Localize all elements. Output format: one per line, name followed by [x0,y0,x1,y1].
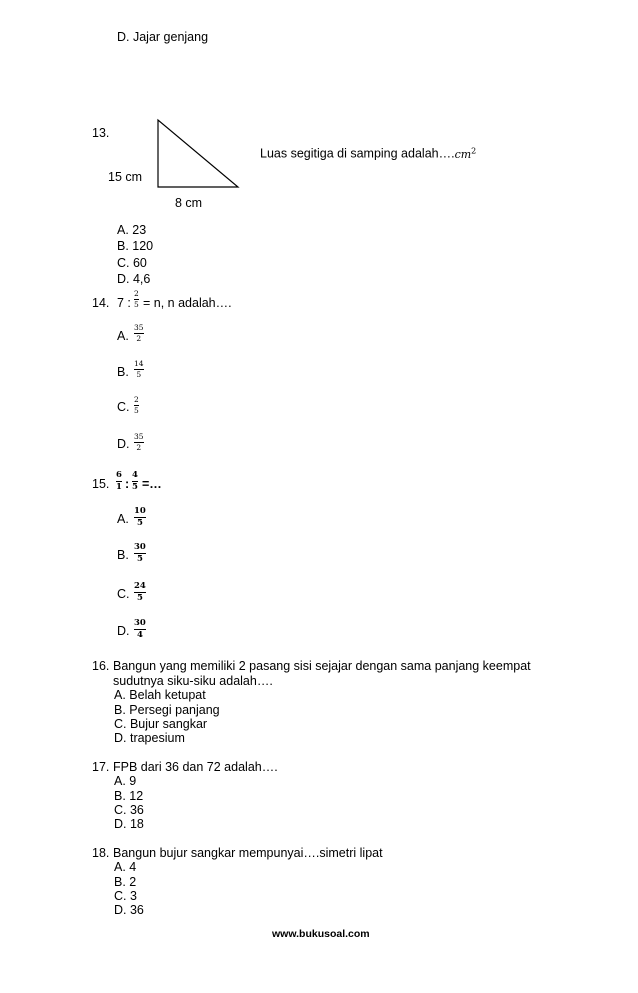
fraction-denominator: 5 [136,593,143,603]
q17-number: 17. [92,760,110,774]
q14-prompt-fraction [134,290,139,309]
q13-option-c: C. 60 [117,256,147,270]
q14-suffix: = n, n adalah…. [143,296,232,310]
fraction-numerator: 35 [134,323,144,332]
fraction-denominator: 5 [136,518,143,528]
q16-option-c: C. Bujur sangkar [114,717,208,731]
q14-option-b-letter: B. [117,365,129,379]
q14-option-d-letter: D. [117,437,130,451]
q13-prompt [260,143,476,162]
q15-option-c-fraction [134,582,146,603]
q18-option-d: D. 36 [114,903,144,917]
q18-text: Bangun bujur sangkar mempunyai….simetri lipat [113,846,383,860]
q13-unit-exp: 2 [471,146,477,155]
q17-option-b: B. 12 [114,789,144,803]
fraction-denominator: 4 [136,630,143,640]
fraction-denominator: 5 [136,370,142,379]
fraction-denominator: 5 [136,554,143,564]
q16-text-line1: Bangun yang memiliki 2 pasang sisi sejajar dengan sama panjang keempat [113,659,531,673]
fraction-numerator: 6 [116,470,122,480]
q12-option-d: D. Jajar genjang [117,30,209,44]
q15-fraction-1 [116,471,122,492]
q15-option-b-fraction [134,543,146,564]
q13-prompt-text: Luas segitiga di samping adalah…. [260,146,455,161]
q13-option-b: B. 120 [117,239,154,253]
q15-option-c-letter: C. [117,587,130,601]
q14-option-a-letter: A. [117,329,129,343]
q16-option-d: D. trapesium [114,731,185,745]
fraction-numerator: 10 [134,506,146,516]
q15-option-b-letter: B. [117,548,129,562]
q17-option-c: C. 36 [114,803,144,817]
fraction-numerator: 30 [134,542,146,552]
q14-option-c-letter: C. [117,400,130,414]
q14-option-b-fraction [134,360,144,379]
fraction-numerator: 2 [134,289,139,298]
fraction-denominator: 5 [132,482,138,492]
q15-option-d-fraction [134,619,146,640]
q13-unit-text: cm [454,147,472,161]
q18-option-c: C. 3 [114,889,137,903]
fraction-numerator: 24 [134,581,146,591]
q17-text: FPB dari 36 dan 72 adalah…. [113,760,278,774]
fraction-denominator: 5 [134,406,139,415]
q16-option-b: B. Persegi panjang [114,703,220,717]
q16-option-a: A. Belah ketupat [114,688,206,702]
q13-unit [455,148,477,161]
fraction-numerator: 35 [134,432,144,441]
q16-text-line2: sudutnya siku-siku adalah…. [113,674,273,688]
q18-number: 18. [92,846,110,860]
q15-option-a-fraction [134,507,146,528]
q18-option-a: A. 4 [114,860,137,874]
q17-option-a: A. 9 [114,774,137,788]
q15-operator: : [125,477,130,491]
q17-option-d: D. 18 [114,817,144,831]
q14-option-d-fraction [134,433,144,452]
q18-option-b: B. 2 [114,875,137,889]
fraction-denominator: 5 [134,300,139,309]
q13-option-d: D. 4,6 [117,272,151,286]
q15-suffix: =… [142,477,162,491]
fraction-numerator: 4 [132,470,138,480]
fraction-denominator: 2 [136,334,142,343]
q14-number: 14. [92,296,110,310]
fraction-numerator: 14 [134,359,144,368]
q14-option-a-fraction [134,324,144,343]
footer-url: www.bukusoal.com [272,928,370,940]
fraction-denominator: 2 [136,443,142,452]
q13-option-a: A. 23 [117,223,147,237]
q14-prefix: 7 : [117,296,131,310]
fraction-denominator: 1 [116,482,122,492]
fraction-numerator: 2 [134,395,139,404]
fraction-numerator: 30 [134,618,146,628]
q15-fraction-2 [132,471,138,492]
q13-number: 13. [92,126,110,140]
q15-option-d-letter: D. [117,624,130,638]
right-triangle-figure [150,115,250,195]
q16-number: 16. [92,659,110,673]
q13-base-label: 8 cm [175,196,203,210]
q13-height-label: 15 cm [108,170,143,184]
q14-option-c-fraction [134,396,139,415]
q15-option-a-letter: A. [117,512,129,526]
q15-number: 15. [92,477,110,491]
